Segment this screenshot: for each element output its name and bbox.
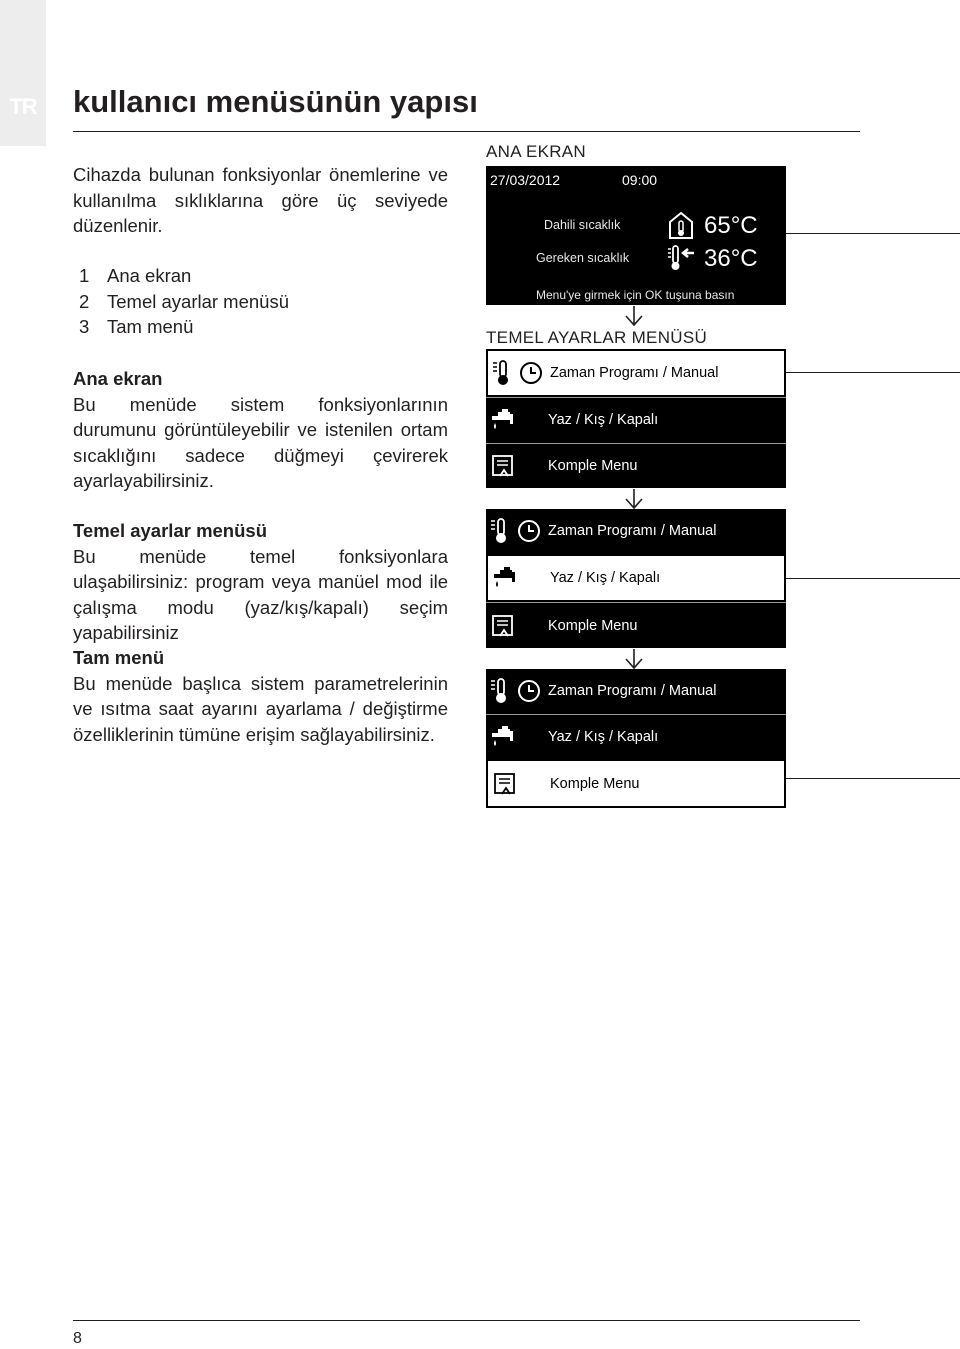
menu-item-season[interactable] (486, 397, 786, 442)
menu-item-program[interactable] (486, 509, 786, 554)
menu-item-icons (492, 564, 518, 592)
screen-hint: Menu'ye girmek için OK tuşuna basın (536, 288, 735, 302)
menu-item-label: Yaz / Kış / Kapalı (550, 570, 661, 586)
level-number: 1 (79, 265, 90, 286)
menu-item-label: Zaman Programı / Manual (548, 523, 717, 540)
menu-item-season[interactable] (486, 714, 786, 760)
clock-icon (516, 517, 542, 545)
menu-item-label: Yaz / Kış / Kapalı (548, 729, 659, 745)
basic-menu-label: TEMEL AYARLAR MENÜSÜ (486, 328, 708, 347)
menu-item-program[interactable] (486, 669, 786, 714)
house-thermometer-icon (668, 210, 694, 245)
clock-icon (516, 677, 542, 705)
menu-item-icons (490, 723, 516, 751)
menu-item-label: Zaman Programı / Manual (548, 683, 717, 700)
thermometer-icon (490, 517, 512, 545)
section-text: Bu menüde sistem fonksiyonlarının durumunu görüntüleyebilir ve istenilen ortam sıcaklığını sadece düğmeyi çevirerek ayarlayabilirsiniz. (73, 393, 448, 491)
level-label: Temel ayarlar menüsü (107, 290, 289, 312)
internal-temp-value: 65°C (704, 212, 758, 239)
level-number: 2 (79, 290, 90, 312)
connector-line (786, 372, 960, 373)
menu-item-full[interactable] (486, 602, 786, 648)
menu-item-full[interactable] (486, 443, 786, 488)
menu-item-label: Komple Menu (548, 457, 638, 474)
list-item (73, 263, 448, 289)
arrow-down-icon (624, 488, 644, 510)
level-label: Tam menü (107, 316, 194, 337)
level-list (73, 263, 448, 340)
menu-list-icon (492, 770, 518, 798)
menu-item-full[interactable] (486, 759, 786, 808)
menu-item-label: Zaman Programı / Manual (550, 365, 719, 382)
menu-item-icons (490, 612, 516, 640)
language-tab (0, 0, 46, 146)
level-number: 3 (79, 316, 90, 337)
menu-item-program[interactable] (486, 349, 786, 397)
section-basic-settings (73, 518, 448, 646)
menu-item-icons (492, 359, 544, 387)
menu-list-icon (490, 612, 516, 640)
menu-item-icons (490, 452, 516, 480)
list-item (73, 314, 448, 340)
arrow-down-icon (624, 305, 644, 327)
section-main-screen (73, 366, 448, 494)
menu-item-icons (492, 770, 518, 798)
faucet-icon (490, 406, 516, 434)
required-temp-value: 36°C (704, 245, 758, 272)
level-label: Ana ekran (107, 265, 192, 286)
internal-temp-label: Dahili sıcaklık (544, 218, 621, 232)
section-heading: Tam menü (73, 647, 165, 668)
menu-item-icons (490, 677, 542, 705)
main-screen-label: ANA EKRAN (486, 142, 587, 161)
menu-item-label: Komple Menu (550, 775, 640, 792)
screen-time: 09:00 (622, 172, 658, 188)
list-item (73, 289, 448, 315)
intro-text: Cihazda bulunan fonksiyonlar önemlerine ve kullanılma sıklıklarına göre üç seviyede düzenlenir. (73, 164, 448, 236)
footer-divider (73, 1320, 860, 1321)
section-full-menu (73, 645, 448, 747)
menu-list-icon (490, 452, 516, 480)
page-title: kullanıcı menüsünün yapısı (73, 84, 478, 119)
menu-item-season[interactable] (486, 554, 786, 603)
menu-item-label: Yaz / Kış / Kapalı (548, 412, 659, 429)
menu-item-label: Komple Menu (548, 617, 638, 634)
title-divider (73, 131, 860, 132)
faucet-icon (492, 564, 518, 592)
main-screen-display (486, 166, 786, 305)
section-text: Bu menüde temel fonksiyonlara ulaşabilirsiniz: program veya manüel mod ile çalışma modu (yaz/kış/kapalı) seçim yapabilirsiniz (73, 545, 448, 643)
connector-line (786, 778, 960, 779)
language-tab-label: TR (9, 94, 37, 119)
thermometer-icon (490, 677, 512, 705)
arrow-down-icon (624, 648, 644, 670)
season-menu-screen (486, 509, 786, 648)
required-temp-label: Gereken sıcaklık (536, 251, 630, 265)
connector-line (786, 233, 960, 234)
faucet-icon (490, 723, 516, 751)
full-menu-screen (486, 669, 786, 808)
section-text: Bu menüde başlıca sistem parametrelerinin ve ısıtma saat ayarını ayarlama / değiştirme özelliklerinin tümüne erişim sağlayabilirsiniz. (73, 672, 448, 745)
screen-date: 27/03/2012 (490, 172, 561, 188)
clock-icon (518, 359, 544, 387)
menu-item-icons (490, 517, 542, 545)
intro-block (73, 162, 448, 239)
basic-menu-screen (486, 349, 786, 488)
thermometer-icon (492, 359, 514, 387)
connector-line (786, 578, 960, 579)
menu-item-icons (490, 406, 516, 434)
thermometer-arrow-icon (668, 243, 696, 278)
page-number: 8 (73, 1330, 82, 1347)
section-heading: Ana ekran (73, 368, 163, 389)
section-heading: Temel ayarlar menüsü (73, 520, 267, 541)
